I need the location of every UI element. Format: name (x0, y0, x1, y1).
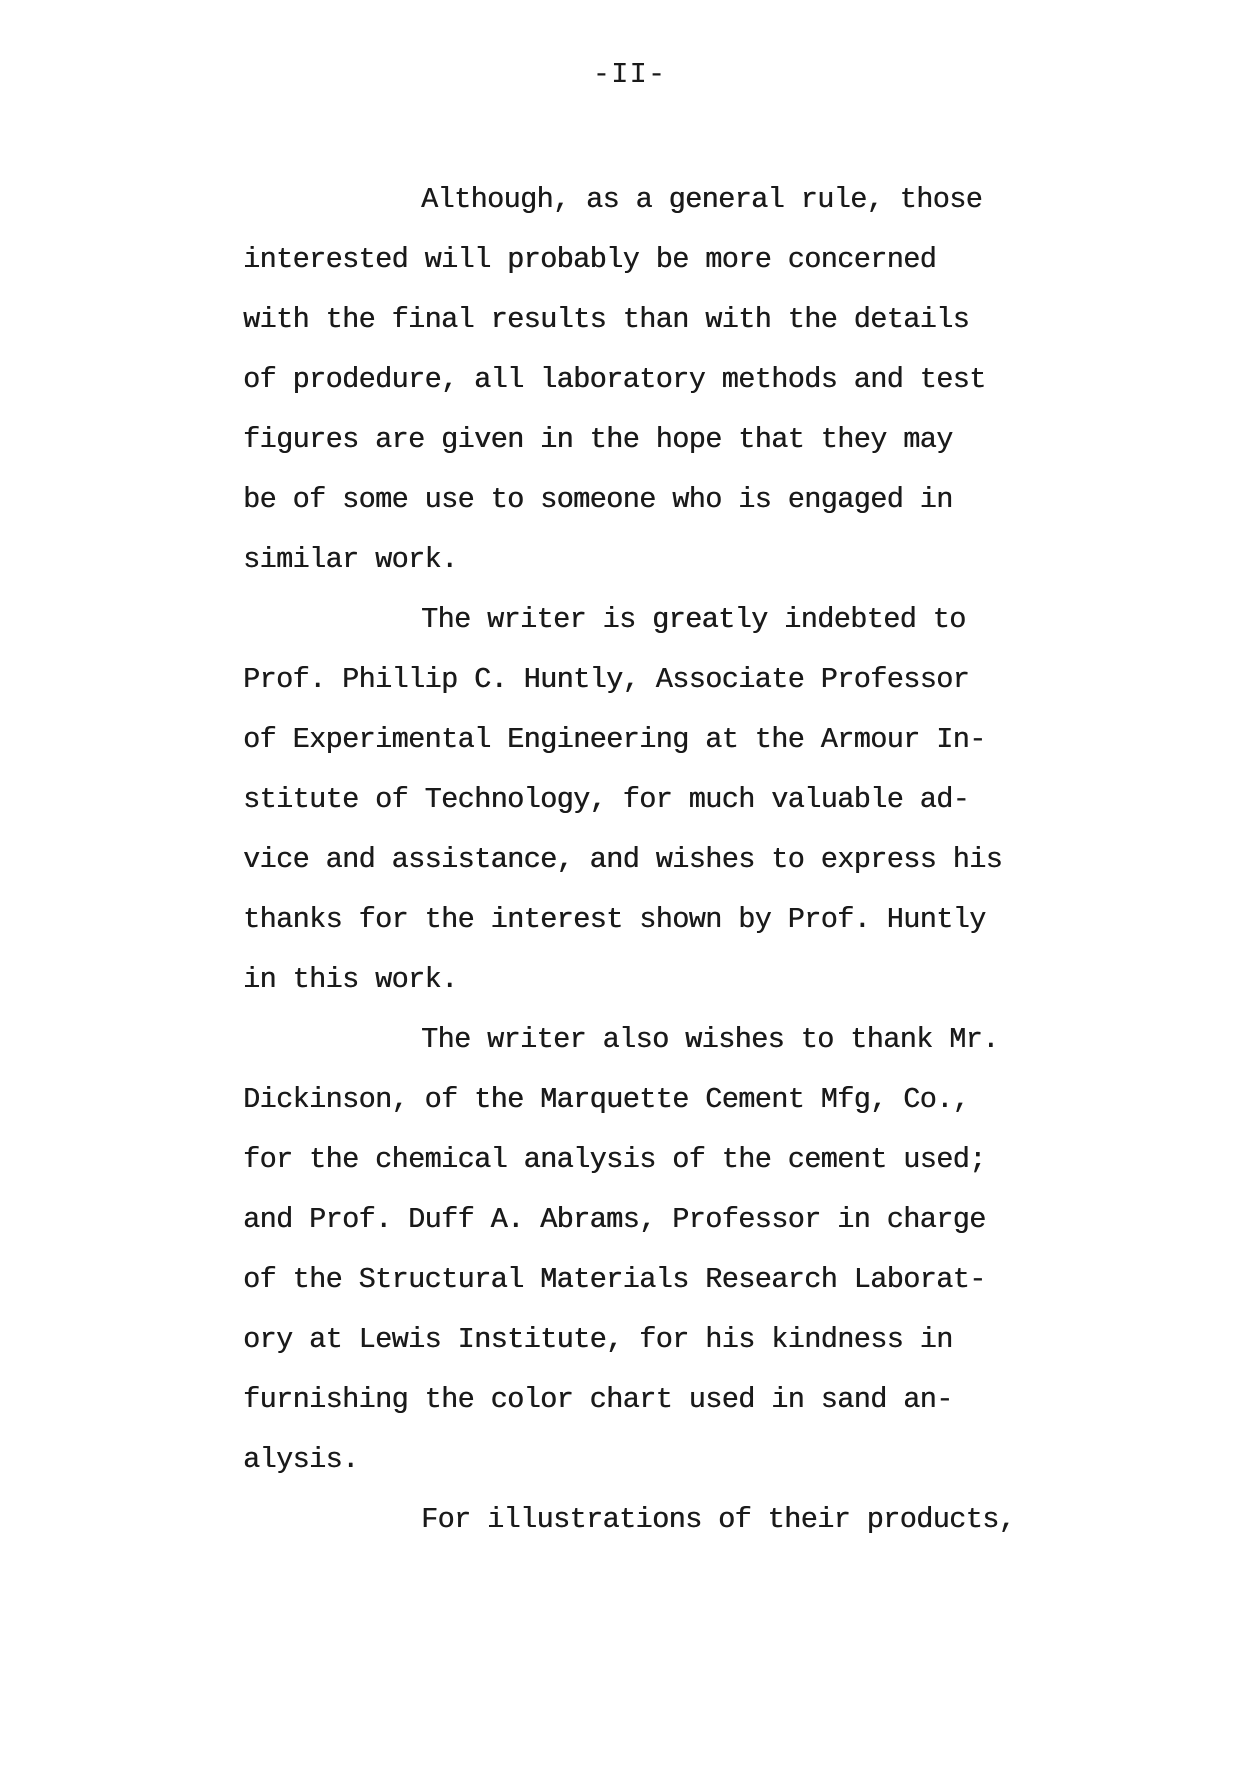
paragraph-1-line-3: with the final results than with the details (243, 303, 970, 336)
paragraph-2-line-6: thanks for the interest shown by Prof. Huntly (243, 903, 986, 936)
paragraph-1-line-2: interested will probably be more concerned (243, 243, 937, 276)
paragraph-2-line-7: in this work. (243, 963, 458, 996)
paragraph-1-line-1: Although, as a general rule, those (421, 183, 983, 216)
paragraph-3-line-2: Dickinson, of the Marquette Cement Mfg, Co., (243, 1083, 970, 1116)
paragraph-4-line-1: For illustrations of their products, (421, 1503, 1016, 1536)
paragraph-3-line-4: and Prof. Duff A. Abrams, Professor in charge (243, 1203, 986, 1236)
paragraph-1-line-5: figures are given in the hope that they may (243, 423, 953, 456)
paragraph-3-line-6: ory at Lewis Institute, for his kindness in (243, 1323, 953, 1356)
paragraph-3-line-3: for the chemical analysis of the cement used; (243, 1143, 986, 1176)
paragraph-2-line-5: vice and assistance, and wishes to express his (243, 843, 1003, 876)
paragraph-3-line-1: The writer also wishes to thank Mr. (421, 1023, 999, 1056)
paragraph-1-line-7: similar work. (243, 543, 458, 576)
paragraph-3-line-5: of the Structural Materials Research Laborat- (243, 1263, 986, 1296)
paragraph-3-line-8: alysis. (243, 1443, 359, 1476)
page-number: -II- (592, 58, 667, 91)
paragraph-3-line-7: furnishing the color chart used in sand an- (243, 1383, 953, 1416)
paragraph-1-line-6: be of some use to someone who is engaged in (243, 483, 953, 516)
paragraph-2-line-4: stitute of Technology, for much valuable ad- (243, 783, 970, 816)
paragraph-2-line-2: Prof. Phillip C. Huntly, Associate Professor (243, 663, 970, 696)
paragraph-1-line-4: of prodedure, all laboratory methods and test (243, 363, 986, 396)
paragraph-2-line-1: The writer is greatly indebted to (421, 603, 966, 636)
paragraph-2-line-3: of Experimental Engineering at the Armour In- (243, 723, 986, 756)
